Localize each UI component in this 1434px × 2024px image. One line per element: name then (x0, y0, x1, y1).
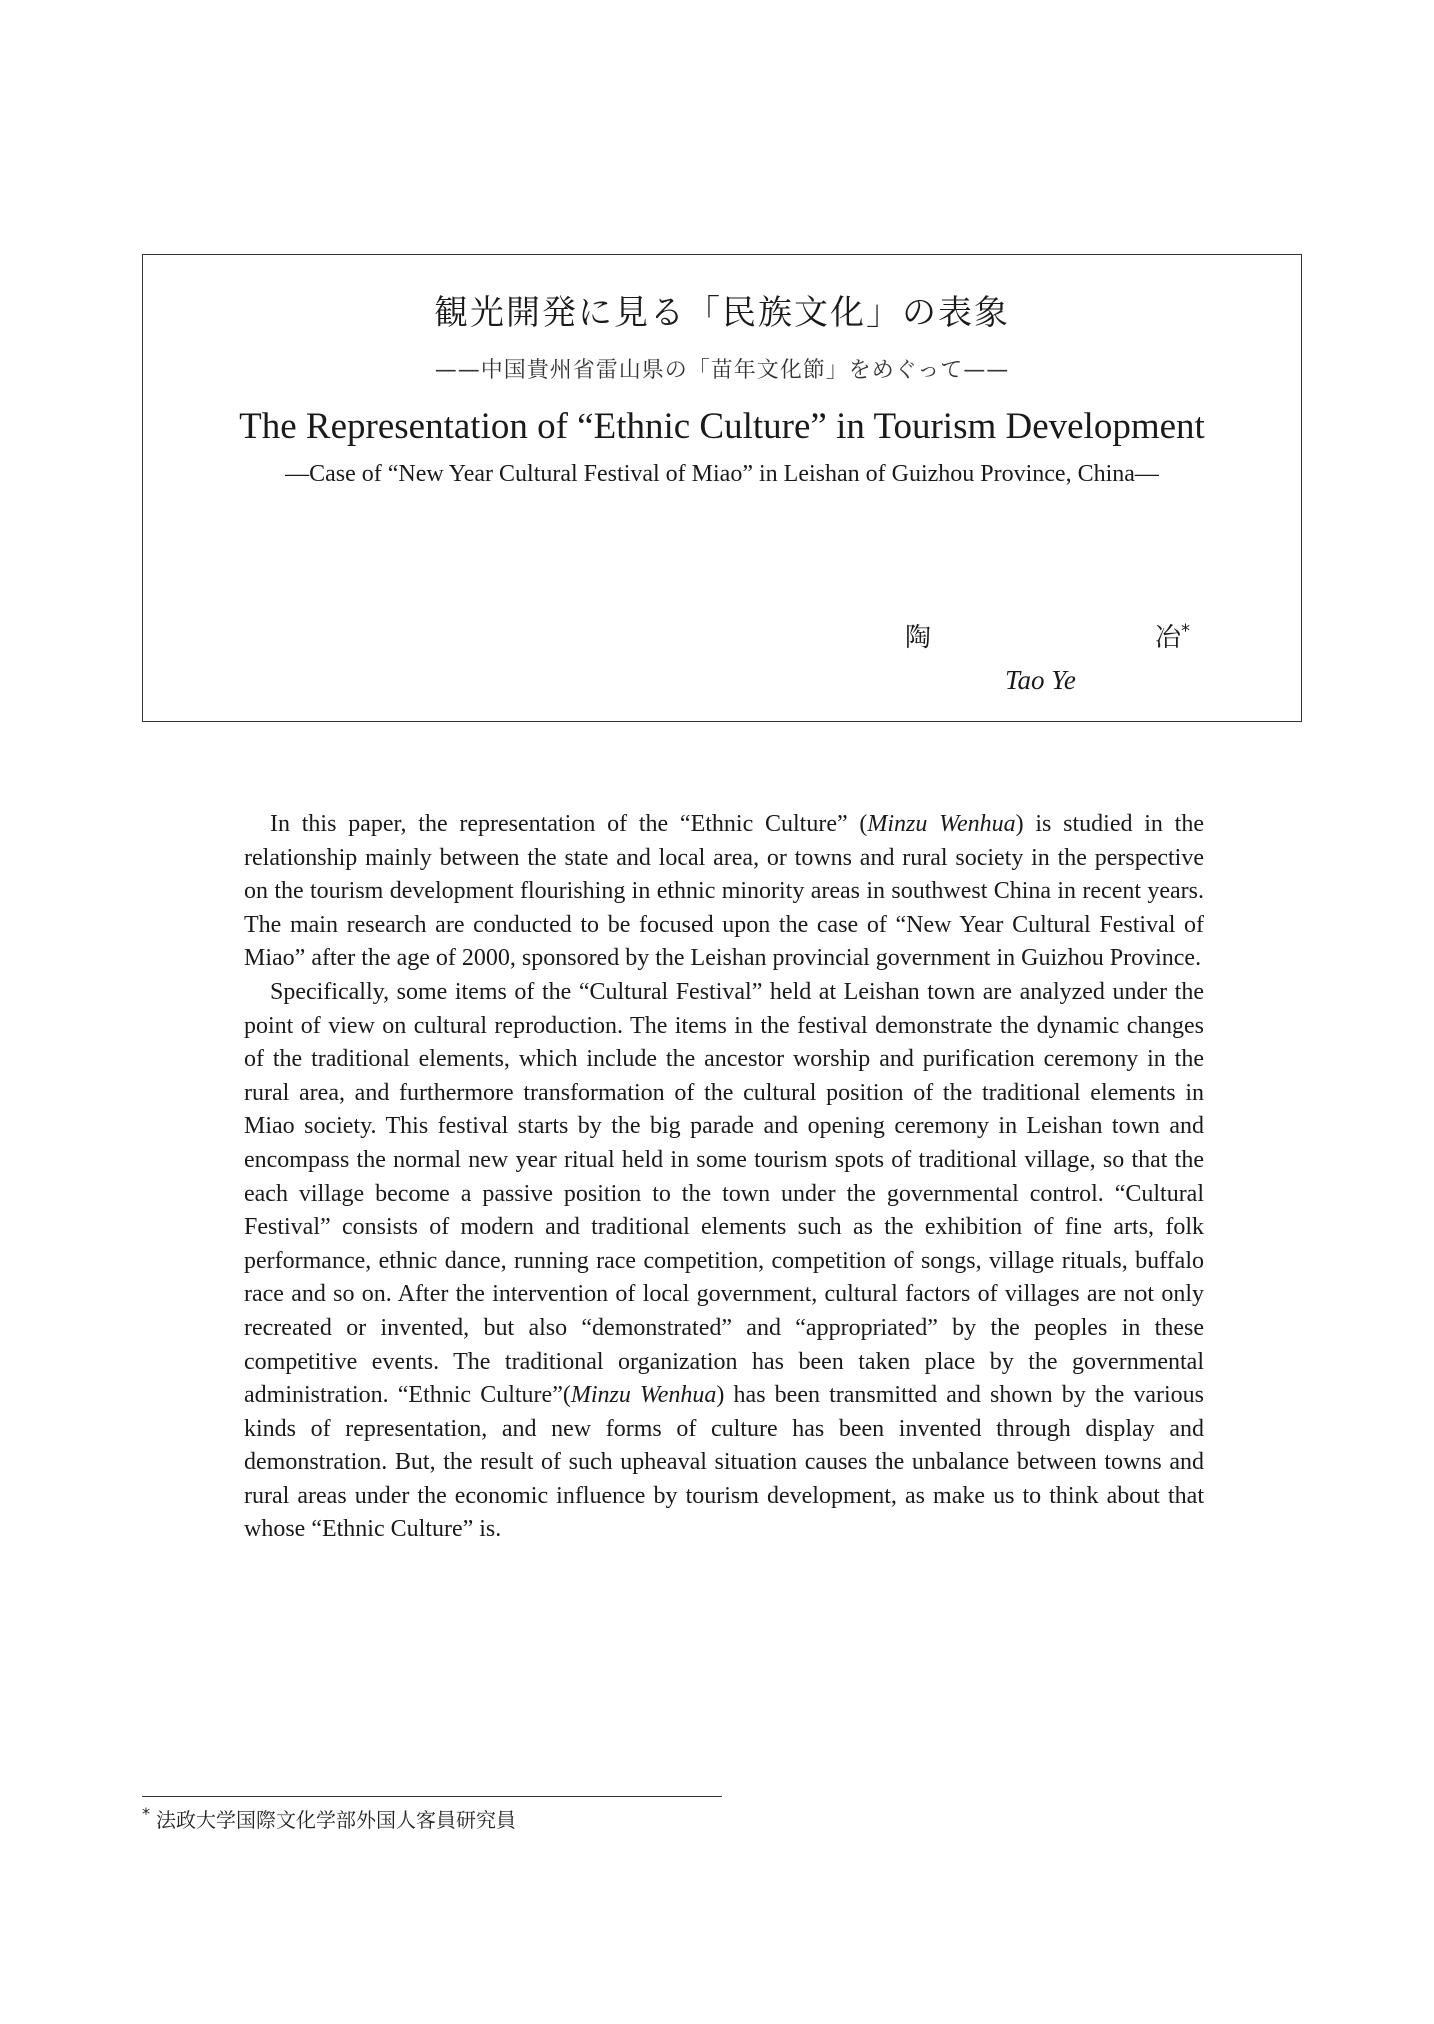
abstract-p1-term: Minzu Wenhua (867, 811, 1016, 837)
abstract-p1-text-b: ) is studied in the relationship mainly between the state and local area, or towns and rural society in the perspective on the tourism development flourishing in ethnic minority areas in southwest China in recent years. The main research are conducted to be focused upon the case of “New Year Cultural Festival of Miao” after the age of 2000, sponsored by the Leishan provincial government in Guizhou Province. (244, 811, 1204, 972)
author-english-name: Tao Ye (1005, 665, 1076, 695)
footnote (142, 1804, 516, 1833)
english-title: The Representation of “Ethnic Culture” in Tourism Development (239, 406, 1205, 447)
abstract-p2-term: Minzu Wenhua (570, 1382, 717, 1409)
english-subtitle: —Case of “New Year Cultural Festival of Miao” in Leishan of Guizhou Province, China— (285, 461, 1159, 487)
abstract-p2-text-b: ) has been transmitted and shown by the various kinds of representation, and new forms of culture has been invented through display and demonstration. But, the result of such upheaval situation causes the unbalance between towns and rural areas under the economic influence by tourism development, as make us to think about that whose “Ethnic Culture” is. (244, 1382, 1205, 1543)
abstract-p1-text-a: In this paper, the representation of the “Ethnic Culture” ( (270, 811, 868, 837)
author-given-text: 冶 (1155, 623, 1182, 653)
author-japanese-given-name (1155, 617, 1190, 654)
author-footnote-mark: * (1181, 620, 1191, 642)
abstract-paragraph-1 (244, 808, 1204, 976)
footnote-rule (142, 1796, 722, 1797)
author-japanese-family-name: 陶 (905, 623, 932, 653)
japanese-subtitle: ——中国貴州省雷山県の「苗年文化節」をめぐって—— (434, 358, 1010, 383)
abstract-p2-text-a: Specifically, some items of the “Cultural Festival” held at Leishan town are analyzed under the point of view on cultural reproduction. The items in the festival demonstrate the dynamic changes of the traditional elements, which include the ancestor worship and purification ceremony in the rural area, and furthermore transformation of the cultural position of the traditional elements in Miao society. This festival starts by the big parade and opening ceremony in Leishan town and encompass the normal new year ritual held in some tourism spots of traditional village, so that the each village become a passive position to the town under the governmental control. “Cultural Festival” consists of modern and traditional elements such as the exhibition of fine arts, folk performance, ethnic dance, running race competition, competition of songs, village rituals, buffalo race and so on. After the intervention of local government, cultural factors of villages are not only recreated or invented, but also “demonstrated” and “appropriated” by the peoples in these competitive events. The traditional organization has been taken place by the governmental administration. “Ethnic Culture”( (244, 978, 1204, 1409)
abstract-paragraph-2 (244, 976, 1204, 1547)
footnote-text: 法政大学国際文化学部外国人客員研究員 (156, 1808, 516, 1832)
abstract (244, 808, 1204, 1547)
japanese-title: 観光開発に見る「民族文化」の表象 (434, 293, 1010, 333)
title-box (142, 254, 1302, 722)
footnote-mark: * (142, 1804, 150, 1823)
